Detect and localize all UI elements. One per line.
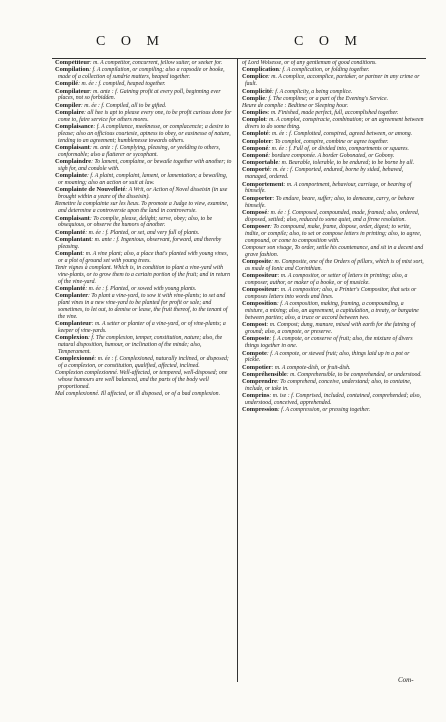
dictionary-entry (242, 301, 424, 322)
dictionary-entry (242, 393, 424, 407)
dictionary-entry (55, 321, 232, 335)
entry-headword: Complaisance (55, 122, 94, 130)
entry-headword: Comportable (242, 159, 279, 167)
entry-headword: Compositeur (242, 272, 278, 280)
entry-definition: : m. Comprehensible, to be comprehended, or understood. (286, 371, 422, 378)
entry-headword: Complainte (55, 172, 87, 180)
entry-definition: : m. A complot, conspiracie, combination; or an agreement between divers to do some thing. (245, 117, 424, 131)
dictionary-entry (242, 224, 424, 245)
entry-headword: Comploter (242, 137, 272, 145)
entry-definition: : f. A complication, or folding together. (278, 67, 370, 74)
dictionary-entry (55, 265, 232, 286)
dictionary-entry (242, 379, 424, 393)
entry-headword: Composite (242, 258, 272, 266)
entry-definition: : m. ée : f. Comported, endured, borne by sided, behaved, managed, ordered. (245, 167, 404, 181)
entry-definition: : f. The complime; or a part of the Evening's Service. (265, 95, 389, 102)
dictionary-entry (55, 391, 232, 398)
entry-definition: : m. A compositor; also, a Printer's Compositor, that sets or composes letters into words and lines. (245, 287, 417, 301)
entry-definition: : m. ise : f. Comprised, included, contained, comprehended; also, understood, conceived, apprehended. (245, 393, 421, 407)
entry-definition: : m. A compote-dish, or fruit-dish. (271, 364, 351, 371)
entry-headword: Complaisant (55, 143, 90, 151)
dictionary-entry (242, 167, 424, 181)
entry-definition: : m. A competitor, concurrent, fellow suiter, or seeker for. (89, 60, 223, 66)
entry-definition: : f. A compilation, or compiling; also a rapsodie or booke, made of a collection of sundrie matters, heaped together. (58, 67, 225, 81)
dictionary-entry (55, 201, 232, 215)
entry-definition: : To complot, conspire, combine or agree together. (271, 138, 389, 145)
dictionary-entry (242, 89, 424, 96)
entry-headword: Complaisant (55, 214, 90, 222)
dictionary-entry (242, 139, 424, 146)
entry-headword: Complexion (55, 334, 89, 342)
running-head-right: C O M (294, 34, 363, 49)
entry-definition: : m. ée : f. Full of, or divided into, compartments or squares. (268, 145, 409, 152)
dictionary-entry (242, 103, 424, 110)
entry-headword: Compost (242, 321, 267, 329)
entry-headword: Composé (242, 208, 268, 216)
dictionary-entry (242, 74, 424, 88)
dictionary-entry (242, 210, 424, 224)
entry-headword: Complot (242, 116, 266, 124)
entry-definition: of Lord Wolsesse, or of any gentleman of good conditions. (242, 60, 377, 66)
entry-definition: Composer son visage, To order, settle his countenance, and sit in a decent and grave fashion. (242, 244, 424, 258)
entry-headword: Composer (242, 222, 271, 230)
dictionary-entry (242, 273, 424, 287)
entry-definition: : m. Compost; dung, manure, mixed with earth for the fatning of ground; also, a compote, or preserve. (245, 322, 416, 336)
entry-definition: : all hee is apt to please every one, to be profit curious done for come to, faire service for others mores. (58, 109, 232, 123)
entry-definition: : m. A complice, accomplice, partaker, or partner in any crime or fault. (245, 74, 420, 88)
entry-definition: : f. The complexion, temper, constitution, nature; also, the natural disposition, humour, or inclination of the minde; also, Temperament. (58, 335, 223, 356)
entry-definition: : m. ante : f. Ingenious, observant, forward, and thereby pleasing. (58, 236, 222, 250)
entry-headword: Compiler (55, 101, 81, 109)
entry-headword: Compilation (55, 66, 90, 74)
dictionary-entry (55, 237, 232, 251)
entry-headword: Complie (242, 94, 266, 102)
dictionary-entry (55, 145, 232, 159)
dictionary-entry (55, 251, 232, 265)
entry-definition: : bordure componée. A border Gobonated, or Gobony. (268, 153, 395, 160)
header-rule (52, 58, 426, 59)
entry-definition: : m. A comportment, behaviour, carriage, or bearing of himselfe. (245, 181, 412, 195)
running-head (0, 34, 446, 58)
dictionary-entry (242, 146, 424, 153)
entry-definition: : m. ante : f. Complying, pleasing, or yeelding to others, conformable; also a flatterer or sycophant. (58, 144, 221, 158)
entry-definition: : To plant a vine-yard, to sow it with vine-plants; to set and plant vines in a new vine-yard to be planted for profit or sale; and sometimes, to let out, to demise or lease, the fruit thereof, to the tenant of the vine. (58, 293, 228, 320)
entry-headword: Comporté (242, 166, 270, 174)
dictionary-entry (55, 335, 232, 356)
entry-definition: : To lament, complaine, or bewaile together with another; to sigh for, and condole with. (58, 159, 232, 172)
entry-definition: : m. A vine plant; also, a place that's planted with young vines, or a plot of ground set with young trees. (58, 250, 229, 264)
entry-definition: : m. A compositor, or setter of letters in printing; also, a composer, author, or maker of a booke, or of musicke. (245, 273, 408, 287)
entry-definition: : m. ée : f. Planted, or sowed with young plants. (85, 286, 197, 293)
entry-definition: Remettre la complainte sur les lieux. To promote a Judge to view, examine, and determine a controversie upon the land in controversie. (55, 201, 229, 215)
entry-headword: Comporter (242, 194, 273, 202)
dictionary-entry (242, 322, 424, 336)
entry-headword: Complies (242, 109, 268, 117)
entry-headword: Compréhensible (242, 370, 287, 378)
dictionary-entry (55, 356, 232, 370)
entry-headword: Complice (242, 73, 268, 81)
entry-definition: : To comprehend, conceive, understand; also, to containe, include, or take in. (245, 379, 412, 392)
dictionary-entry (242, 245, 424, 259)
entry-headword: Complainte de Nouvelleté (55, 186, 126, 194)
dictionary-entry (242, 196, 424, 210)
dictionary-entry (55, 124, 232, 145)
dictionary-entry (55, 216, 232, 230)
entry-definition: : m. ée : f. Complexioned, naturally inclined, or disposed; of a complexion, or constitution, qualified, affected, inclined. (58, 356, 229, 370)
entry-headword: Comportement (242, 180, 284, 188)
entry-definition: : f. A compote, or conserve of fruit; also, the mixture of divers things together in one. (245, 336, 413, 350)
entry-headword: Complant (55, 249, 83, 257)
dictionary-entry (55, 370, 232, 391)
entry-headword: Complaire (55, 108, 84, 116)
column-divider (237, 58, 238, 682)
entry-headword: Complanté (55, 285, 86, 293)
entry-headword: Componé (242, 152, 269, 160)
dictionary-entry (55, 293, 232, 321)
entry-headword: Compositeur (242, 286, 278, 294)
entry-definition: : f. A complicity, a being complice. (271, 88, 353, 95)
entry-definition: : m. ée : f. Composed, compounded, made, framed; also, ordered, disposed, settled; also, reduced to some quiet, and a firme resolution. (245, 209, 420, 223)
dictionary-entry (242, 287, 424, 301)
dictionary-entry (242, 182, 424, 196)
entry-definition: : f. A composition, making, framing, a compounding, a mixture, a mixing; also, an agreement, a capitulation, a treaty, or bargaine between parties; also, a truce or accord between two. (245, 301, 419, 322)
entry-headword: Comprendre (242, 378, 277, 386)
entry-definition: Mal complexionné. Ill affected, or ill disposed, or of a bad complexion. (55, 391, 221, 398)
dictionary-entry (55, 110, 232, 124)
entry-definition: : f. A compote, or stewed fruit; also, things laid up in a pot or pickle. (245, 350, 410, 364)
entry-definition: Complexion complexionné. Well-affected, or tempered, well-disposed; one whose humours are well balanced, and the parts of the body well proportioned. (55, 370, 228, 391)
entry-headword: Compote (242, 349, 267, 357)
entry-definition: : To compound, make, frame, dispose, order, digest; to write, indite, or compile; also, to set or compose letters in printing; also, to agree, compound, or come to composition with. (245, 223, 422, 244)
entry-definition: : To endure, beare, suffer; also, to demeane, carry, or behave himselfe. (245, 195, 415, 209)
entry-definition: : m. ante : f. Gaining profit at every poll, beginning ever places, not so forbidden. (58, 88, 221, 102)
dictionary-entry (55, 67, 232, 81)
entry-definition: : f. A plaint, complaint, lament, or lamentation; a bewailing, or moaning; also an action or suit at law. (58, 173, 228, 187)
entry-definition: : m. ée : f. Compiled, all to be gifted. (80, 102, 167, 109)
entry-headword: Compilé (55, 80, 79, 88)
entry-definition: : m. Composite, one of the Orders of pillars, which is of mixt sort, as made of Ionic and Corinthian. (245, 259, 424, 272)
dictionary-entry (242, 407, 424, 414)
entry-headword: Complaindre (55, 158, 92, 166)
dictionary-entry (242, 110, 424, 117)
entry-definition: Heure de complie : Bedtime or Sleeping hour. (242, 102, 349, 109)
entry-headword: Complication (242, 66, 279, 74)
entry-headword: Comprins (242, 392, 270, 400)
entry-headword: Complanteur (55, 320, 92, 328)
right-column (242, 60, 424, 684)
entry-headword: Complanter (55, 292, 89, 300)
entry-definition: : m. Finished, made perfect, full, accomplished together. (267, 110, 399, 117)
left-column (55, 60, 232, 684)
entry-headword: Compression (242, 406, 278, 414)
entry-headword: Complexionné (55, 355, 95, 363)
entry-definition: : To complie, please, delight; serve, obey; also, to be obsequious, or observe the humors of another. (58, 215, 213, 229)
entry-headword: Comploté (242, 130, 269, 138)
entry-definition: : m. A setter or planter of a vine-yard, or of vine-plants; a keeper of vine-yards. (58, 321, 226, 335)
entry-headword: Complantant (55, 235, 92, 243)
entry-headword: Complicité (242, 87, 272, 95)
dictionary-entry (242, 351, 424, 365)
dictionary-entry (55, 187, 232, 201)
entry-headword: Componé (242, 144, 269, 152)
entry-definition: : f. A compression, or pressing together. (277, 407, 371, 414)
dictionary-entry (242, 117, 424, 131)
dictionary-entry (55, 173, 232, 187)
entry-headword: Compilateur (55, 87, 90, 95)
entry-definition: : m. Bearable, tolerable, to be endured; to be borne by all. (278, 160, 415, 167)
dictionary-entry (242, 96, 424, 103)
entry-headword: Compotier (242, 363, 272, 371)
dictionary-entry (55, 89, 232, 103)
entry-headword: Compétiteur (55, 60, 90, 66)
entry-definition: : A Writ, or Action of Novel disseisin (in use brought within a yeare of the disseisin). (58, 187, 228, 201)
entry-definition: Tenir vignes à complant. Which is, in condition to plant a vine-yard with vine-plants, or to grow them to a certain portion of the fruit; and in return of the vine-yard. (55, 265, 231, 285)
catchword: Com- (398, 676, 414, 684)
entry-headword: Composte (242, 335, 270, 343)
dictionary-entry (242, 336, 424, 350)
entry-definition: : m. ée : f. compiled, heaped together. (78, 81, 166, 88)
dictionary-entry (242, 259, 424, 273)
entry-headword: Composition (242, 300, 277, 308)
entry-definition: : m. ée : f. Planted, or set, and very full of plants. (85, 229, 200, 236)
entry-headword: Complanté (55, 228, 86, 236)
dictionary-entry (55, 159, 232, 173)
running-head-left: C O M (96, 34, 165, 49)
entry-definition: : m. ée : f. Complotted, conspired, agreed between, or among. (268, 131, 413, 138)
entry-definition: : f. A compliance, meeknesse, or complacencie; a desire to please; also an officious courtesie, aptness to obey, or easinesse of nature, tending to an agreement; humblenesse towards others. (58, 123, 231, 144)
